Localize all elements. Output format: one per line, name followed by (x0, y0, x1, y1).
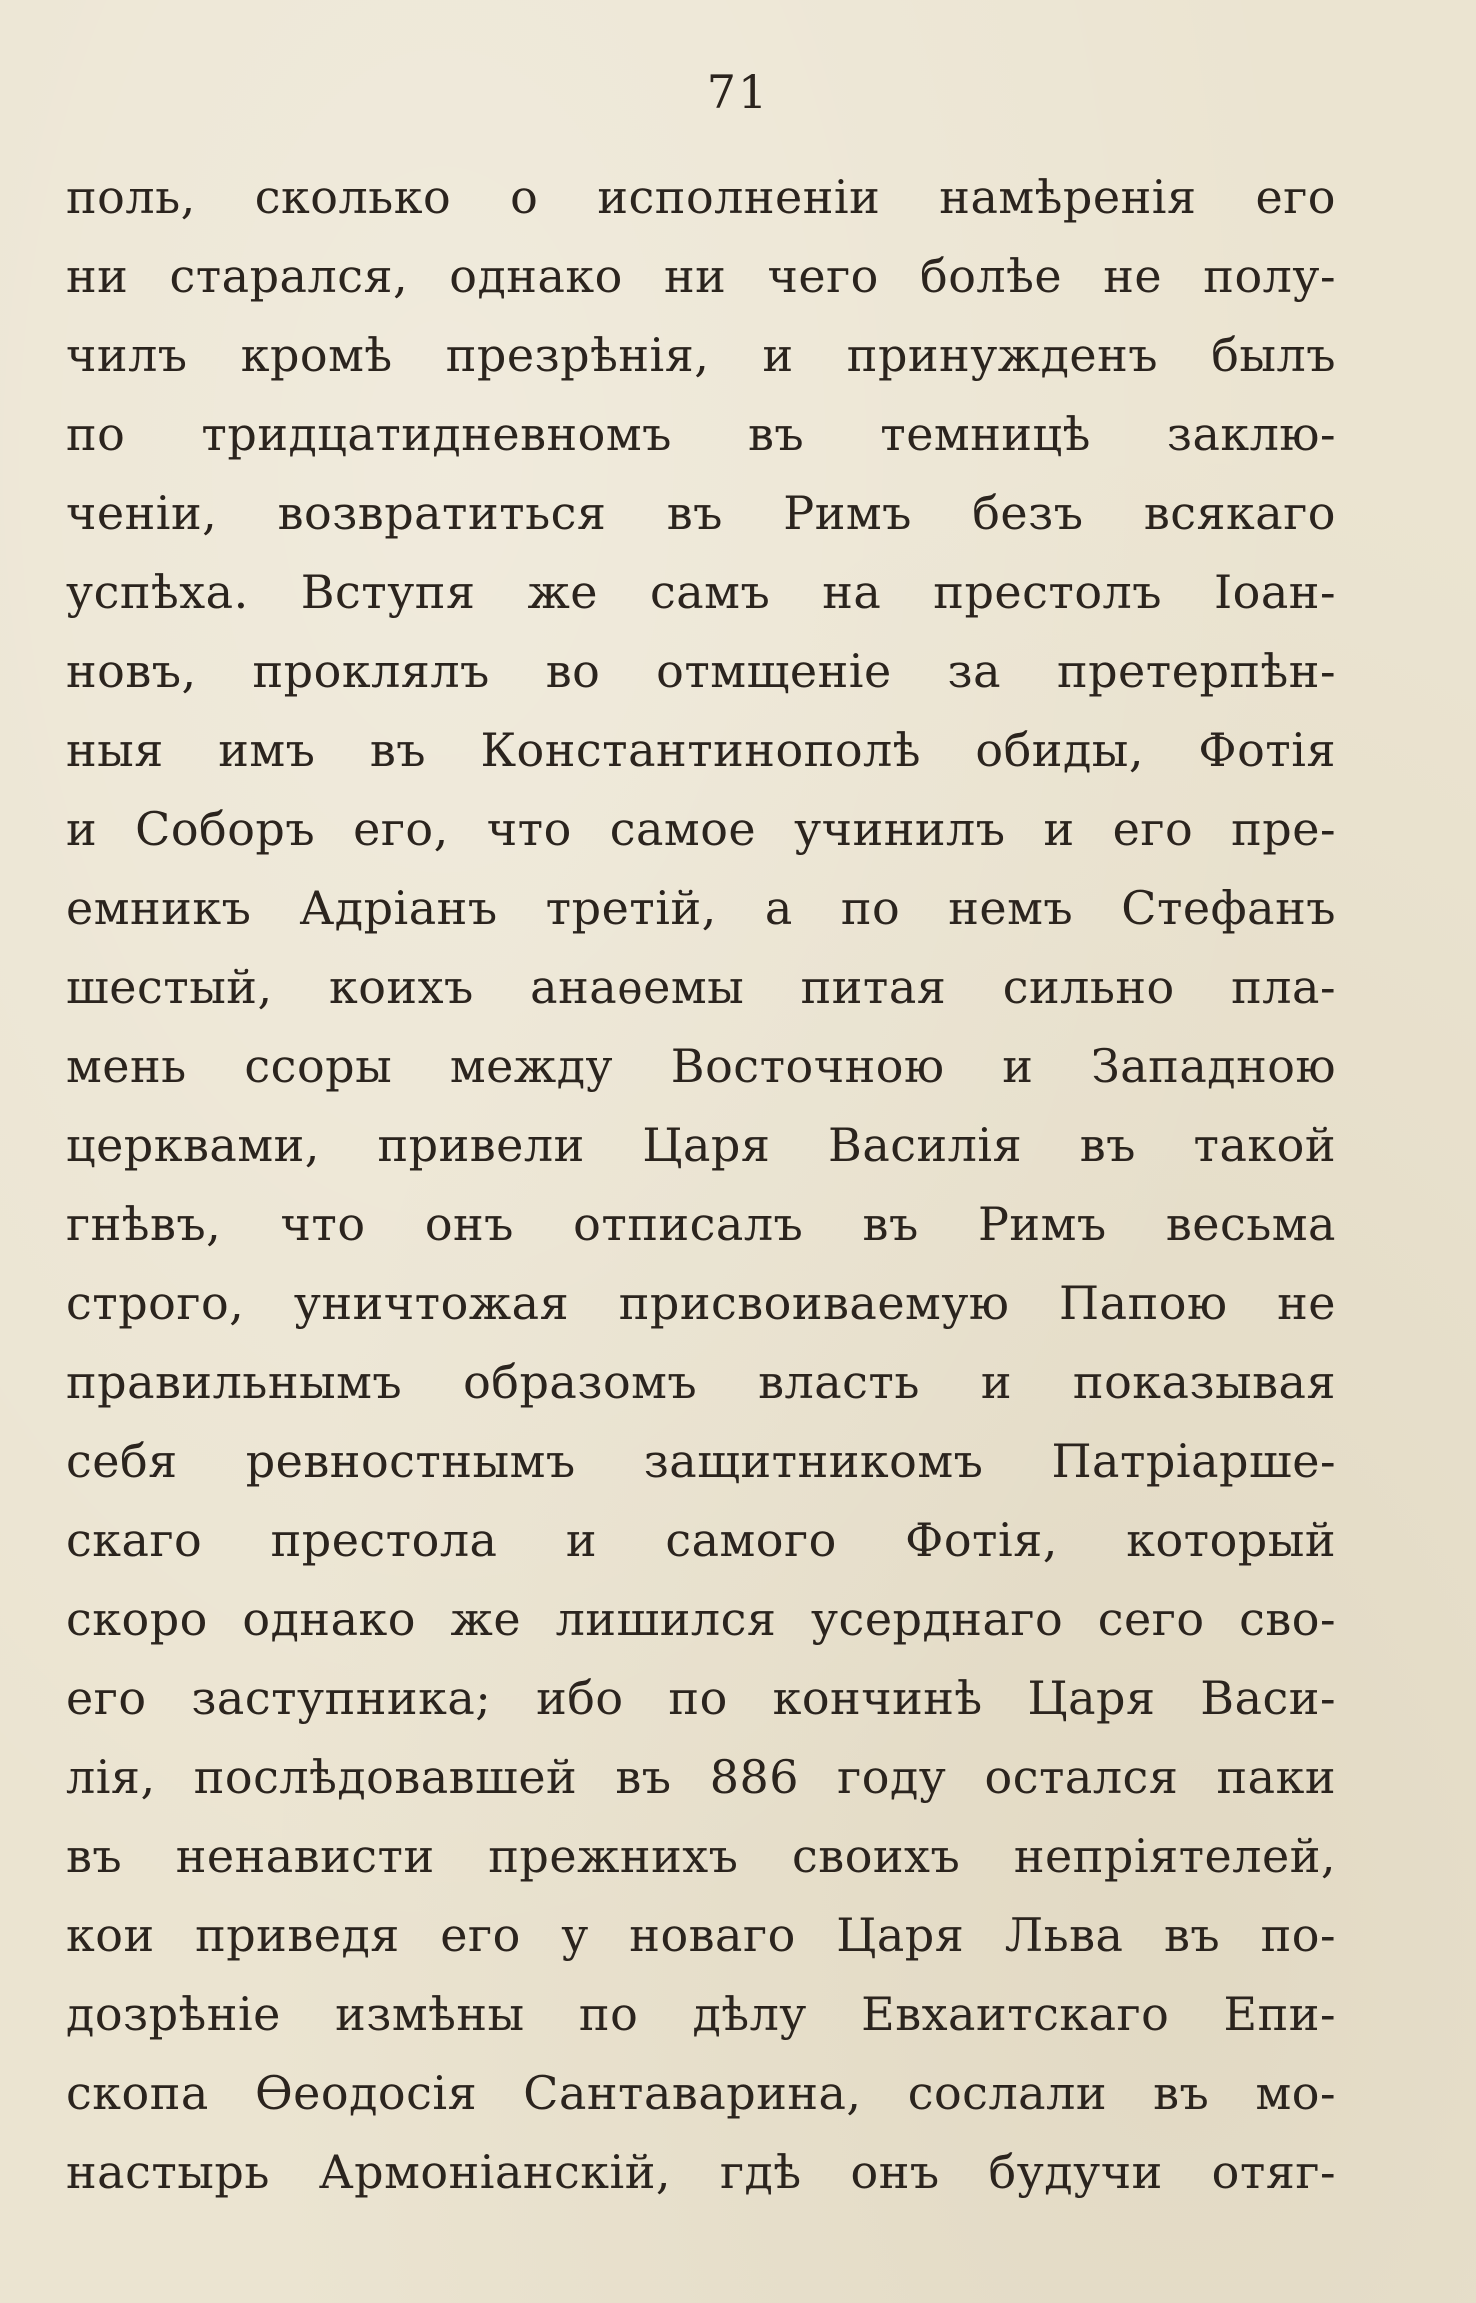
text-line: его заступника; ибо по кончинѣ Царя Васи- (66, 1671, 1336, 1725)
text-line: успѣха. Вступя же самъ на престолъ Іоан- (66, 565, 1336, 619)
text-line: скаго престола и самого Фотія, который (66, 1513, 1336, 1567)
text-line: чилъ кромѣ презрѣнія, и принужденъ былъ (66, 328, 1336, 382)
text-line: поль, сколько о исполненіи намѣренія его (66, 170, 1336, 224)
text-line: строго, уничтожая присвоиваемую Папою не (66, 1276, 1336, 1330)
text-line: емникъ Адріанъ третій, а по немъ Стефанъ (66, 881, 1336, 935)
text-line: ченіи, возвратиться въ Римъ безъ всякаго (66, 486, 1336, 540)
page-number: 71 (706, 65, 770, 119)
text-line: и Соборъ его, что самое учинилъ и его пре- (66, 802, 1336, 856)
text-line: дозрѣніе измѣны по дѣлу Евхаитскаго Епи- (66, 1987, 1336, 2041)
text-line: въ ненависти прежнихъ своихъ непріятелей, (66, 1829, 1336, 1883)
text-line: настырь Армоніанскій, гдѣ онъ будучи отяг- (66, 2145, 1336, 2199)
text-line: мень ссоры между Восточною и Западною (66, 1039, 1336, 1093)
text-line: лія, послѣдовавшей въ 886 году остался паки (66, 1750, 1336, 1804)
text-line: шестый, коихъ анаѳемы питая сильно пла- (66, 960, 1336, 1014)
text-line: церквами, привели Царя Василія въ такой (66, 1118, 1336, 1172)
text-line: скопа Ѳеодосія Сантаварина, сослали въ мо- (66, 2066, 1336, 2120)
text-line: по тридцатидневномъ въ темницѣ заклю- (66, 407, 1336, 461)
text-line: ни старался, однако ни чего болѣе не полу- (66, 249, 1336, 303)
text-line: себя ревностнымъ защитникомъ Патріарше- (66, 1434, 1336, 1488)
text-line: правильнымъ образомъ власть и показывая (66, 1355, 1336, 1409)
page-body-text (66, 158, 1336, 2212)
text-line: ныя имъ въ Константинополѣ обиды, Фотія (66, 723, 1336, 777)
text-line: гнѣвъ, что онъ отписалъ въ Римъ весьма (66, 1197, 1336, 1251)
text-line: кои приведя его у новаго Царя Льва въ по- (66, 1908, 1336, 1962)
text-line: скоро однако же лишился усерднаго сего сво- (66, 1592, 1336, 1646)
text-line: новъ, проклялъ во отмщеніе за претерпѣн- (66, 644, 1336, 698)
